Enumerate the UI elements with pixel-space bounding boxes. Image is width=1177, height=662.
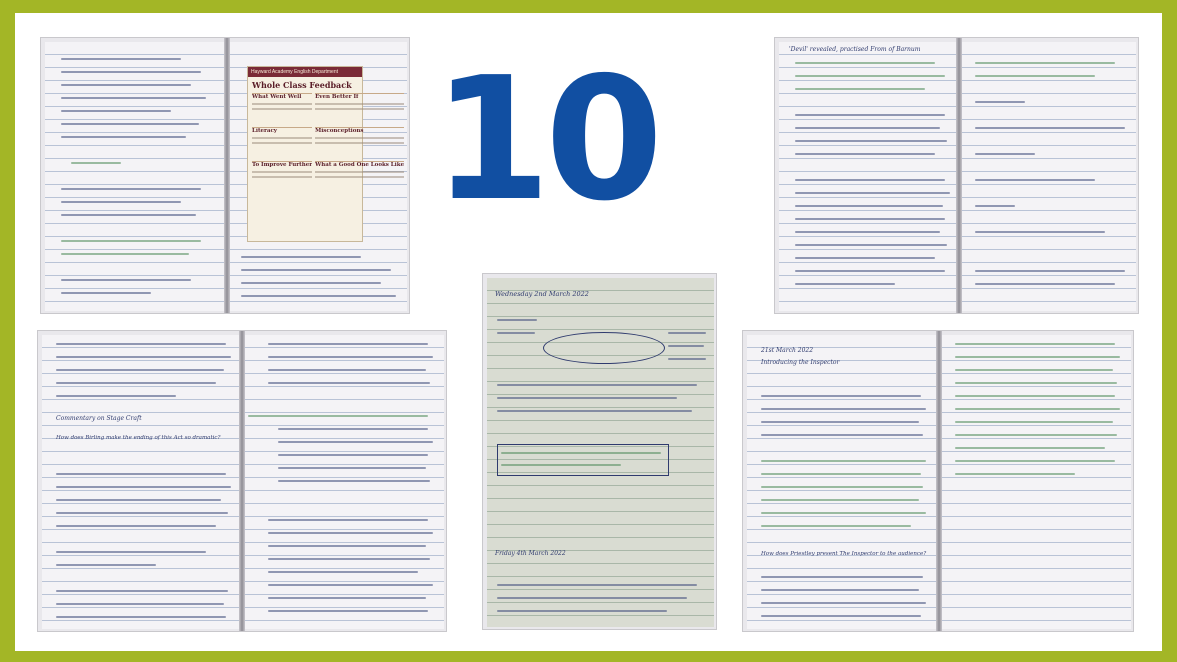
mindmap-bubble xyxy=(543,332,665,364)
card-section: What a Good One Looks Like xyxy=(315,161,404,192)
card-section: What Went Well xyxy=(252,93,312,124)
notebook-question: How does Priestley present The Inspector to the audience? xyxy=(761,551,927,557)
card-department: Hayward Academy English Department xyxy=(248,67,362,77)
photo-notebook-top-right xyxy=(774,37,1139,314)
notebook-date: Wednesday 2nd March 2022 xyxy=(495,290,589,298)
card-section: Literacy xyxy=(252,127,312,158)
notebook-heading: 'Devil' revealed, practised From of Barnum xyxy=(789,46,921,53)
notebook-date: Friday 4th March 2022 xyxy=(495,550,566,557)
card-section: Misconceptions xyxy=(315,127,404,158)
notebook-title: Introducing the Inspector xyxy=(761,359,840,366)
notebook-heading: Commentary on Stage Craft xyxy=(56,415,142,422)
feedback-card xyxy=(247,66,405,242)
photo-notebook-feedback xyxy=(40,37,410,314)
photo-notebook-bottom-center xyxy=(482,273,717,630)
boxed-note xyxy=(497,444,669,476)
number-ten: 10 xyxy=(432,41,658,239)
notebook-question: How does Birling make the ending of this Act so dramatic? xyxy=(56,435,221,441)
card-section: To Improve Further xyxy=(252,161,312,192)
photo-notebook-bottom-left xyxy=(37,330,447,632)
notebook-date: 21st March 2022 xyxy=(761,347,814,354)
photo-notebook-bottom-right xyxy=(742,330,1134,632)
card-section: Even Better If xyxy=(315,93,404,124)
card-title: Whole Class Feedback xyxy=(252,80,352,90)
